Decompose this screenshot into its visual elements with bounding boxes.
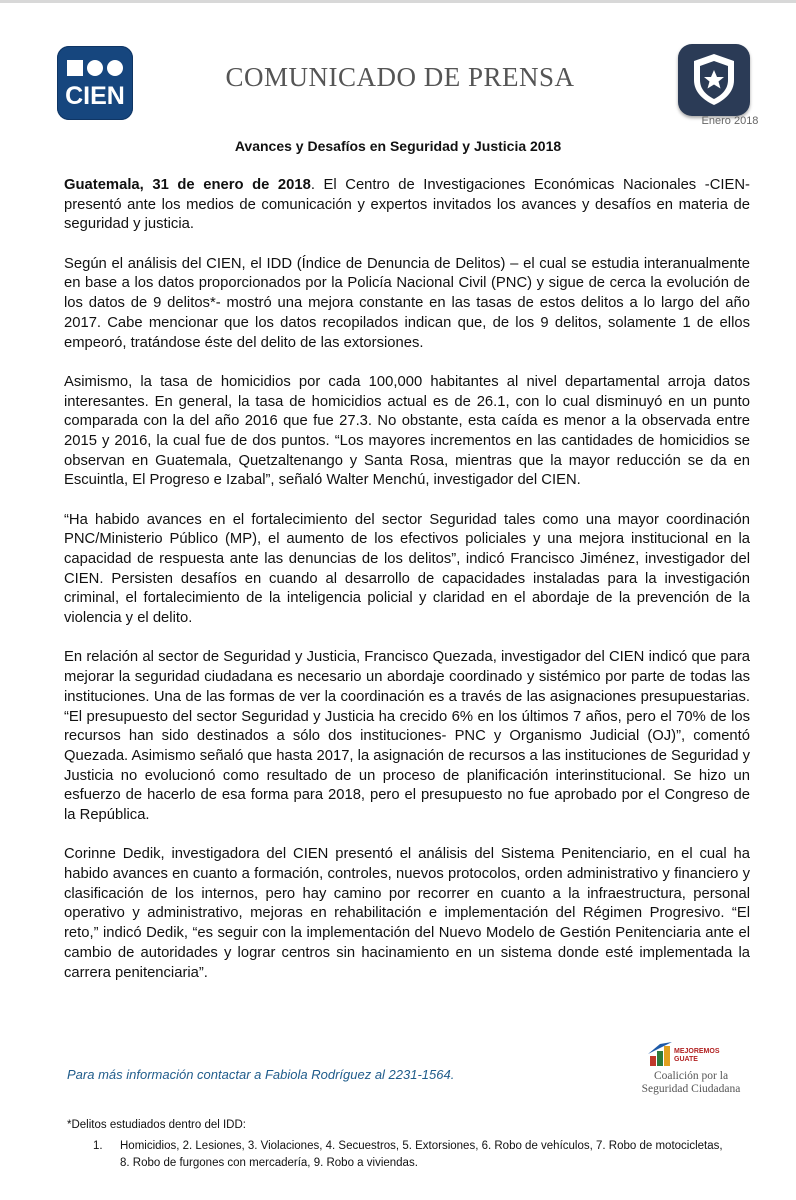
mejoremos-guate-icon xyxy=(646,1042,674,1068)
footnote-item-text: Homicidios, 2. Lesiones, 3. Violaciones, 4. Secuestros, 5. Extorsiones, 6. Robo de vehículos, 7. Robo de motocicletas, 8. Robo de furgones con mercadería, 9. Robo a viviendas. xyxy=(120,1140,723,1169)
paragraph-3: Asimismo, la tasa de homicidios por cada 100,000 habitantes al nivel departamental arroja datos interesantes. En general, la tasa de homicidios actual es de 26.1, con lo cual disminuyó en un punto comparada con la del año 2016 que fue 27.3. No obstante, esta caída es menor a la observada entre 2015 y 2016, la cual fue de dos puntos. “Los mayores incrementos en las cantidades de homicidios se observan en Guatemala, Quetzaltenango y Santa Rosa, mientras que la mayor reducción se da en Escuintla, El Progreso e Izabal”, señaló Walter Menchú, investigador del CIEN. xyxy=(64,373,750,489)
paragraph-4: “Ha habido avances en el fortalecimiento del sector Seguridad tales como una mayor coordinación PNC/Ministerio Público (MP), el aumento de los efectivos policiales y una mejora institucional en la capacidad de respuesta ante las denuncias de los delitos”, indicó Francisco Jiménez, investigador del CIEN. Persisten desafíos en cuando al desarrollo de capacidades instaladas para la investigación criminal, el fortalecimiento de la inteligencia policial y claridad en el abordaje de la prevención de la violencia y el delito. xyxy=(64,511,750,627)
contact-info: Para más información contactar a Fabiola Rodríguez al 2231-1564. xyxy=(67,1067,455,1082)
footnote-title: *Delitos estudiados dentro del IDD: xyxy=(67,1119,246,1131)
coalicion-logo xyxy=(636,1042,746,1102)
document-body xyxy=(64,176,750,1003)
logo-circle-shape xyxy=(107,60,123,76)
paragraph-6: Corinne Dedik, investigadora del CIEN presentó el análisis del Sistema Penitenciario, en el cual ha habido avances en cuanto a formación, controles, nuevos protocolos, orden administrativo y financiero y clasificación de los internos, pero hay camino por recorrer en cuanto a la infraestructura, personal operativo y administrativo, mejoras en rehabilitación e implementación del Régimen Progresivo. “El reto,” indicó Dedik, “es seguir con la implementación del Nuevo Modelo de Gestión Penitenciaria ante el cambio de autoridades y lograr centros sin hacinamiento en un sistema donde esté implementada la carrera penitenciaria”. xyxy=(64,846,750,981)
dateline: Guatemala, 31 de enero de 2018 xyxy=(64,177,311,193)
shield-star-icon xyxy=(678,44,750,116)
paragraph-1 xyxy=(64,176,750,235)
logo-circle-shape xyxy=(87,60,103,76)
paragraph-1-text: . El Centro de Investigaciones Económicas Nacionales -CIEN- presentó ante los medios de comunicación y expertos invitados los avances y desafíos en materia de seguridad y justicia. xyxy=(64,177,750,233)
footnote-list xyxy=(93,1138,733,1172)
cien-logo xyxy=(57,46,133,120)
top-divider xyxy=(0,0,796,3)
coalicion-name-line-2: Seguridad Ciudadana xyxy=(641,1083,741,1095)
mark-line-2: GUATE xyxy=(674,1056,698,1063)
shield-badge-logo xyxy=(678,44,750,116)
document-subtitle: Avances y Desafíos en Seguridad y Justicia 2018 xyxy=(234,138,562,154)
coalicion-name xyxy=(636,1070,746,1096)
page-title: COMUNICADO DE PRENSA xyxy=(225,62,575,92)
footnote-item-number: 1. xyxy=(93,1140,103,1152)
paragraph-5: En relación al sector de Seguridad y Justicia, Francisco Quezada, investigador del CIEN indicó que para mejorar la seguridad ciudadana es necesario un abordaje coordinado y sistémico por parte de todas las instituciones. Una de las formas de ver la coordinación es a través de las asignaciones presupuestarias. “El presupuesto del sector Seguridad y Justicia ha crecido 6% en los últimos 7 años, pero el 70% de los recursos han sido destinados a sólo dos instituciones- PNC y Organismo Judicial (OJ)”, comentó Quezada. Asimismo señaló que hasta 2017, la asignación de recursos a las instituciones de Seguridad y Justicia no evolucionó como resultado de un proceso de planificación interinstitucional. Se hizo un esfuerzo de hacerlo de esa forma para 2018, pero el presupuesto no fue aprobado por el Congreso de la República. xyxy=(64,649,751,824)
coalicion-name-line-1: Coalición por la xyxy=(653,1070,729,1082)
logo-square-shape xyxy=(67,60,83,76)
paragraph-2: Según el análisis del CIEN, el IDD (Índice de Denuncia de Delitos) – el cual se estudia interanualmente en base a los datos proporcionados por la Policía Nacional Civil (PNC) y sigue de cerca la evolución de los datos de 9 delitos*- mostró una mejora constante en las tasas de estos delitos a lo largo del año 2017. Cabe mencionar que los datos recopilados indican que, de los 9 delitos, solamente 1 de ellos empeoró, tratándose éste del delito de las extorsiones. xyxy=(64,255,750,351)
mejoremos-guate-text xyxy=(674,1048,720,1064)
badge-date: Enero 2018 xyxy=(701,115,759,127)
mark-line-1: MEJOREMOS xyxy=(674,1048,720,1055)
cien-logo-text: CIEN xyxy=(65,82,125,110)
